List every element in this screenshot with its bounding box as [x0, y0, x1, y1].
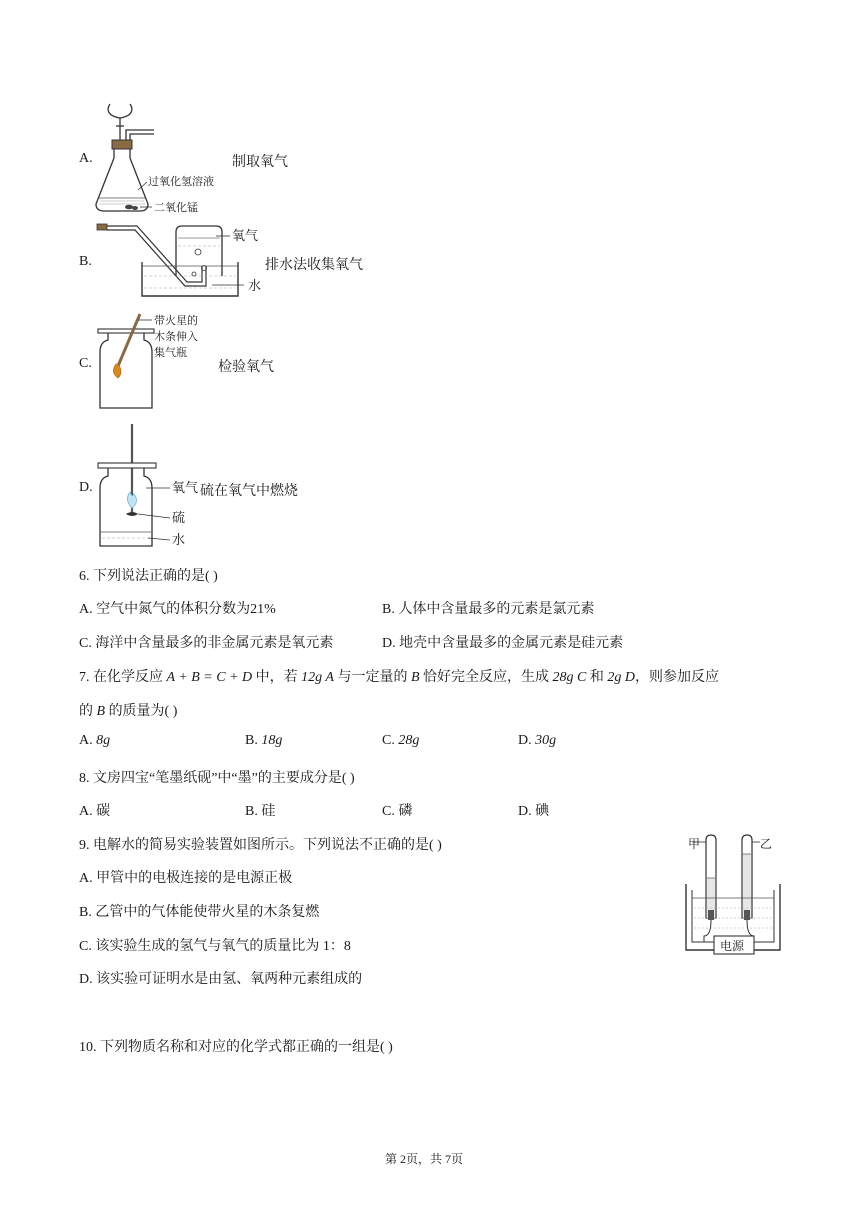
label-splint-1: 带火星的 — [154, 314, 198, 327]
q6-option-b: B. 人体中含量最多的元素是氯元素 — [382, 602, 595, 617]
q9-stem: 9. 电解水的简易实验装置如图所示。下列说法不正确的是( ) — [79, 838, 442, 853]
label-water: 水 — [248, 279, 262, 294]
electrolysis-figure — [684, 832, 784, 960]
test-oxygen-figure — [96, 310, 236, 412]
option-d-caption: 硫在氧气中燃烧 — [200, 484, 298, 499]
label-manganese-dioxide: 二氧化锰 — [154, 201, 198, 214]
q8-option-d: D. 碘 — [518, 804, 550, 819]
water-displacement-figure — [92, 218, 282, 300]
label-hydrogen-peroxide: 过氧化氢溶液 — [148, 175, 214, 188]
page-footer: 第 2页，共 7页 — [385, 1152, 464, 1166]
label-tube-jia: 甲 — [688, 837, 701, 851]
option-c-caption: 检验氧气 — [218, 360, 274, 375]
q9-option-b: B. 乙管中的气体能使带火星的木条复燃 — [79, 905, 320, 920]
q9-option-c: C. 该实验生成的氢气与氧气的质量比为 1：8 — [79, 939, 351, 954]
q7-option-b: B. 18g — [245, 733, 283, 748]
q6-option-a: A. 空气中氮气的体积分数为21% — [79, 602, 276, 617]
label-power-source: 电源 — [720, 939, 745, 953]
label-oxygen: 氧气 — [232, 229, 259, 244]
label-tube-yi: 乙 — [760, 837, 773, 851]
option-b-letter: B. — [79, 254, 92, 269]
option-c-letter: C. — [79, 356, 92, 371]
q7-option-a: A. 8g — [79, 733, 111, 748]
q6-option-d: D. 地壳中含量最多的金属元素是硅元素 — [382, 636, 624, 651]
q8-option-c: C. 磷 — [382, 804, 413, 819]
label-oxygen-d: 氧气 — [172, 481, 199, 496]
q8-option-a: A. 碳 — [79, 804, 111, 819]
q7-stem-line1: 7. 在化学反应 A + B = C + D 中，若 12g A 与一定量的 B 恰好完全反应，生成 28g C 和 2g D，则参加反应 — [79, 670, 719, 685]
label-splint-2: 木条伸入 — [154, 330, 198, 343]
option-a-caption: 制取氧气 — [232, 155, 288, 170]
q7-stem-line2: 的 B 的质量为( ) — [79, 704, 178, 719]
q8-option-b: B. 硅 — [245, 804, 276, 819]
option-a-letter: A. — [79, 151, 93, 166]
q6-option-c: C. 海洋中含量最多的非金属元素是氧元素 — [79, 636, 334, 651]
label-water-d: 水 — [172, 533, 186, 548]
q9-option-a: A. 甲管中的电极连接的是电源正极 — [79, 871, 293, 886]
q10-stem: 10. 下列物质名称和对应的化学式都正确的一组是( ) — [79, 1040, 393, 1055]
option-b-caption: 排水法收集氧气 — [265, 258, 363, 273]
q7-option-c: C. 28g — [382, 733, 420, 748]
label-splint-3: 集气瓶 — [154, 346, 187, 359]
option-d-letter: D. — [79, 480, 93, 495]
q7-option-d: D. 30g — [518, 733, 557, 748]
label-sulfur: 硫 — [172, 511, 186, 526]
q9-option-d: D. 该实验可证明水是由氢、氧两种元素组成的 — [79, 972, 363, 987]
q6-stem: 6. 下列说法正确的是( ) — [79, 569, 218, 584]
q8-stem: 8. 文房四宝“笔墨纸砚”中“墨”的主要成分是( ) — [79, 771, 355, 786]
sulfur-burning-figure — [96, 422, 206, 550]
